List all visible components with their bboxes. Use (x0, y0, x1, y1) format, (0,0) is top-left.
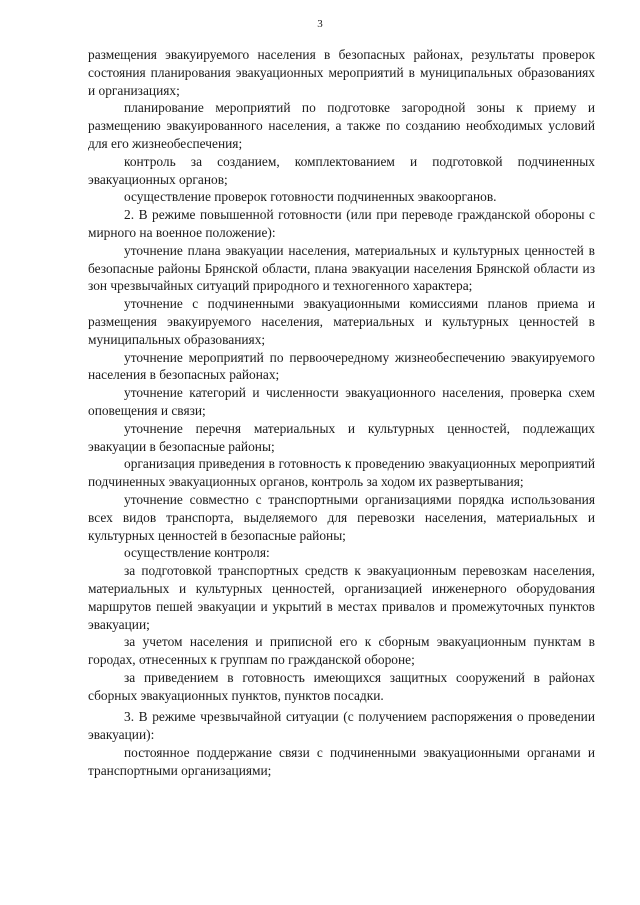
document-body (88, 46, 595, 780)
paragraph: за приведением в готовность имеющихся защитных сооружений в районах сборных эвакуационных пунктов, пунктов посадки. (88, 669, 595, 703)
paragraph: планирование мероприятий по подготовке загородной зоны к приему и размещению эвакуированного населения, а также по созданию необходимых условий для его жизнеобеспечения; (88, 100, 595, 151)
paragraph: уточнение перечня материальных и культурных ценностей, подлежащих эвакуации в безопасные районы; (88, 420, 595, 454)
paragraph: уточнение мероприятий по первоочередному жизнеобеспечению эвакуируемого населения в безопасных районах; (88, 349, 595, 383)
paragraph: за учетом населения и приписной его к сборным эвакуационным пунктам в городах, отнесенных к группам по гражданской обороне; (88, 634, 595, 668)
paragraph: уточнение совместно с транспортными организациями порядка использования всех видов транспорта, выделяемого для перевозки населения, материальных и культурных ценностей в безопасные районы; (88, 491, 595, 543)
page-number: 3 (317, 18, 323, 30)
paragraph: размещения эвакуируемого населения в безопасных районах, результаты проверок состояния планирования эвакуационных мероприятий в муниципальных образованиях и организациях; (88, 47, 595, 98)
paragraph: за подготовкой транспортных средств к эвакуационным перевозкам населения, материальных и культурных ценностей, организацией инженерного оборудования маршрутов пешей эвакуации и укрытий в местах привалов и промежуточных пунктов эвакуации; (88, 563, 595, 632)
paragraph: уточнение категорий и численности эвакуационного населения, проверка схем оповещения и связи; (88, 385, 595, 418)
paragraph: контроль за созданием, комплектованием и подготовкой подчиненных эвакуационных органов; (88, 153, 595, 187)
paragraph: уточнение с подчиненными эвакуационными комиссиями планов приема и размещения эвакуируемого населения, материальных и культурных ценностей в муниципальных образованиях; (88, 296, 595, 347)
paragraph: организация приведения в готовность к проведению эвакуационных мероприятий подчиненных эвакуационных органов, контроль за ходом их развертывания; (88, 456, 595, 490)
section-heading-paragraph: 3. В режиме чрезвычайной ситуации (с получением распоряжения о проведении эвакуации): (88, 709, 595, 743)
paragraph: постоянное поддержание связи с подчиненными эвакуационными органами и транспортными организациями; (88, 745, 595, 778)
paragraph: уточнение плана эвакуации населения, материальных и культурных ценностей в безопасные районы Брянской области, плана эвакуации населения Брянской области из зон чрезвычайных ситуаций природного и техногенного характера; (88, 242, 595, 294)
paragraph: осуществление проверок готовности подчиненных эвакоорганов. (124, 189, 497, 205)
section-heading-paragraph: 2. В режиме повышенной готовности (или при переводе гражданской обороны с мирного на военное положение): (88, 207, 595, 240)
paragraph: осуществление контроля: (124, 545, 270, 561)
